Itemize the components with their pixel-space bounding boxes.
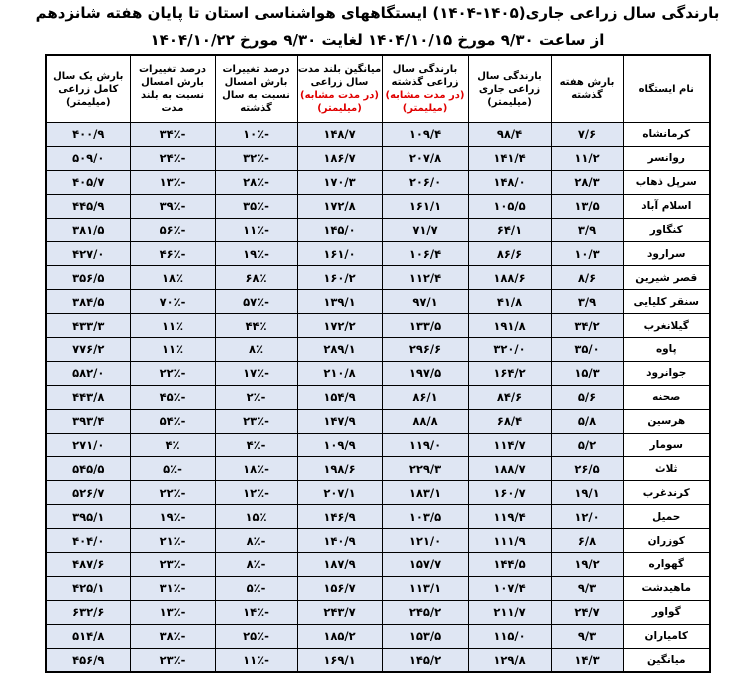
change-vs-longterm: -۱۳٪ (130, 170, 215, 194)
last-year-rain: ۱۱۳/۱ (382, 576, 468, 600)
change-vs-last-year: -۴٪ (215, 433, 297, 457)
table-row (46, 481, 710, 505)
current-year-rain: ۱۴۴/۵ (468, 553, 551, 577)
change-vs-last-year: -۲۵٪ (215, 624, 297, 648)
header-change-longterm: درصد تغییرات بارش امسال نسبت به بلند مدت (130, 55, 215, 123)
change-vs-longterm: -۳۱٪ (130, 576, 215, 600)
longterm-rain: ۱۵۶/۷ (297, 576, 382, 600)
station-name: سومار (623, 433, 710, 457)
change-vs-longterm: -۲۲٪ (130, 481, 215, 505)
change-vs-last-year: -۸٪ (215, 529, 297, 553)
station-name: هرسین (623, 409, 710, 433)
station-name: گواور (623, 600, 710, 624)
last-year-rain: ۸۸/۸ (382, 409, 468, 433)
longterm-rain: ۱۷۲/۸ (297, 194, 382, 218)
table-row (46, 290, 710, 314)
station-name: سنقر کلیایی (623, 290, 710, 314)
current-year-rain: ۱۱۵/۰ (468, 624, 551, 648)
last-year-rain: ۱۰۶/۴ (382, 242, 468, 266)
change-vs-last-year: -۱۷٪ (215, 361, 297, 385)
table-row (46, 409, 710, 433)
last-year-rain: ۱۹۷/۵ (382, 361, 468, 385)
longterm-rain: ۱۸۷/۹ (297, 553, 382, 577)
page-title: بارندگی سال زراعی جاری(۱۴۰۵-۱۴۰۴) ایستگاههای هواشناسی استان تا پایان هفته شانزدهم (35, 4, 720, 22)
last-year-rain: ۲۰۷/۸ (382, 146, 468, 170)
full-year-rain: ۴۵۶/۹ (46, 648, 130, 672)
station-name: قصر شیرین (623, 266, 710, 290)
full-year-rain: ۵۰۹/۰ (46, 146, 130, 170)
last-year-rain: ۱۴۵/۲ (382, 648, 468, 672)
full-year-rain: ۳۸۴/۵ (46, 290, 130, 314)
week-rain: ۹/۳ (551, 576, 623, 600)
change-vs-longterm: -۵۴٪ (130, 409, 215, 433)
current-year-rain: ۶۸/۴ (468, 409, 551, 433)
current-year-rain: ۶۴/۱ (468, 218, 551, 242)
week-rain: ۳۴/۲ (551, 314, 623, 338)
longterm-rain: ۱۵۴/۹ (297, 385, 382, 409)
header-last-year: بارندگی سال زراعی گذشته (در مدت مشابه) (میلیمتر) (382, 55, 468, 123)
header-longterm: میانگین بلند مدت سال زراعی (در مدت مشابه) (میلیمتر) (297, 55, 382, 123)
change-vs-last-year: -۱۴٪ (215, 600, 297, 624)
longterm-rain: ۱۸۶/۷ (297, 146, 382, 170)
current-year-rain: ۱۱۹/۴ (468, 505, 551, 529)
longterm-rain: ۱۴۵/۰ (297, 218, 382, 242)
change-vs-longterm: -۲۴٪ (130, 146, 215, 170)
full-year-rain: ۴۴۳/۸ (46, 385, 130, 409)
change-vs-longterm: -۳۴٪ (130, 123, 215, 147)
last-year-rain: ۱۲۱/۰ (382, 529, 468, 553)
station-name: ثلاث (623, 457, 710, 481)
change-vs-longterm: -۲۳٪ (130, 648, 215, 672)
change-vs-last-year: ۴۴٪ (215, 314, 297, 338)
change-vs-last-year: -۸٪ (215, 553, 297, 577)
change-vs-longterm: ۱۱٪ (130, 338, 215, 362)
full-year-rain: ۳۹۵/۱ (46, 505, 130, 529)
change-vs-longterm: -۲۳٪ (130, 553, 215, 577)
station-name: حمیل (623, 505, 710, 529)
station-name: سرارود (623, 242, 710, 266)
station-name: سرپل ذهاب (623, 170, 710, 194)
station-name: کرمانشاه (623, 123, 710, 147)
rainfall-table (45, 54, 711, 673)
longterm-rain: ۱۴۶/۹ (297, 505, 382, 529)
week-rain: ۱۵/۳ (551, 361, 623, 385)
station-name: گیلانغرب (623, 314, 710, 338)
last-year-rain: ۲۴۵/۲ (382, 600, 468, 624)
last-year-rain: ۱۵۷/۷ (382, 553, 468, 577)
change-vs-longterm: ۱۸٪ (130, 266, 215, 290)
longterm-rain: ۱۶۰/۲ (297, 266, 382, 290)
station-name: روانسر (623, 146, 710, 170)
change-vs-longterm: -۳۹٪ (130, 194, 215, 218)
current-year-rain: ۳۲۰/۰ (468, 338, 551, 362)
table-header (46, 55, 710, 123)
week-rain: ۳/۹ (551, 290, 623, 314)
week-rain: ۵/۶ (551, 385, 623, 409)
full-year-rain: ۳۸۱/۵ (46, 218, 130, 242)
change-vs-last-year: -۳۲٪ (215, 146, 297, 170)
full-year-rain: ۵۲۶/۷ (46, 481, 130, 505)
last-year-rain: ۱۰۹/۴ (382, 123, 468, 147)
change-vs-last-year: -۵۷٪ (215, 290, 297, 314)
table-row (46, 505, 710, 529)
station-name: اسلام آباد (623, 194, 710, 218)
full-year-rain: ۴۰۵/۷ (46, 170, 130, 194)
full-year-rain: ۳۹۳/۴ (46, 409, 130, 433)
longterm-rain: ۱۷۰/۳ (297, 170, 382, 194)
table-row (46, 457, 710, 481)
full-year-rain: ۵۴۵/۵ (46, 457, 130, 481)
current-year-rain: ۱۸۸/۷ (468, 457, 551, 481)
table-row (46, 600, 710, 624)
table-row (46, 361, 710, 385)
table-row (46, 553, 710, 577)
last-year-rain: ۲۰۶/۰ (382, 170, 468, 194)
table-row (46, 385, 710, 409)
longterm-rain: ۱۶۹/۱ (297, 648, 382, 672)
header-week-rain: بارش هفته گذشته (551, 55, 623, 123)
longterm-rain: ۱۶۱/۰ (297, 242, 382, 266)
longterm-rain: ۱۷۲/۲ (297, 314, 382, 338)
full-year-rain: ۴۸۷/۶ (46, 553, 130, 577)
change-vs-longterm: -۵٪ (130, 457, 215, 481)
week-rain: ۳/۹ (551, 218, 623, 242)
header-change-last-year: درصد تغییرات بارش امسال نسبت به سال گذشته (215, 55, 297, 123)
last-year-rain: ۸۶/۱ (382, 385, 468, 409)
table-row (46, 146, 710, 170)
current-year-rain: ۱۱۴/۷ (468, 433, 551, 457)
table-row (46, 170, 710, 194)
longterm-rain: ۲۴۳/۷ (297, 600, 382, 624)
last-year-rain: ۲۹۶/۶ (382, 338, 468, 362)
table-row-average (46, 648, 710, 672)
current-year-rain: ۱۹۱/۸ (468, 314, 551, 338)
change-vs-last-year: ۶۸٪ (215, 266, 297, 290)
longterm-rain: ۱۹۸/۶ (297, 457, 382, 481)
station-name: پاوه (623, 338, 710, 362)
page-subtitle: از ساعت ۹/۳۰ مورخ ۱۴۰۴/۱۰/۱۵ لغایت ۹/۳۰ مورخ ۱۴۰۴/۱۰/۲۲ (150, 31, 605, 49)
station-name: کنگاور (623, 218, 710, 242)
full-year-rain: ۴۴۵/۹ (46, 194, 130, 218)
change-vs-last-year: ۸٪ (215, 338, 297, 362)
last-year-rain: ۱۳۳/۵ (382, 314, 468, 338)
station-name: ماهیدشت (623, 576, 710, 600)
last-year-rain: ۱۸۳/۱ (382, 481, 468, 505)
full-year-rain: ۵۸۲/۰ (46, 361, 130, 385)
full-year-rain: ۳۵۶/۵ (46, 266, 130, 290)
last-year-rain: ۱۵۳/۵ (382, 624, 468, 648)
last-year-rain: ۷۱/۷ (382, 218, 468, 242)
last-year-rain: ۱۰۳/۵ (382, 505, 468, 529)
longterm-rain: ۲۸۹/۱ (297, 338, 382, 362)
header-full-year: بارش یک سال کامل زراعی (میلیمتر) (46, 55, 130, 123)
longterm-rain: ۱۸۵/۲ (297, 624, 382, 648)
table-row (46, 242, 710, 266)
current-year-rain: ۲۱۱/۷ (468, 600, 551, 624)
change-vs-longterm: -۵۶٪ (130, 218, 215, 242)
week-rain: ۱۱/۲ (551, 146, 623, 170)
week-rain: ۱۹/۱ (551, 481, 623, 505)
last-year-rain: ۱۶۱/۱ (382, 194, 468, 218)
change-vs-last-year: -۱۸٪ (215, 457, 297, 481)
week-rain: ۵/۸ (551, 409, 623, 433)
station-name: جوانرود (623, 361, 710, 385)
full-year-rain: ۴۲۵/۱ (46, 576, 130, 600)
full-year-rain: ۷۷۶/۲ (46, 338, 130, 362)
week-rain: ۱۴/۳ (551, 648, 623, 672)
station-name: گهواره (623, 553, 710, 577)
longterm-rain: ۱۴۰/۹ (297, 529, 382, 553)
last-year-rain: ۲۲۹/۳ (382, 457, 468, 481)
last-year-rain: ۹۷/۱ (382, 290, 468, 314)
week-rain: ۲۶/۵ (551, 457, 623, 481)
last-year-rain: ۱۱۹/۰ (382, 433, 468, 457)
change-vs-last-year: -۳۵٪ (215, 194, 297, 218)
table-row (46, 123, 710, 147)
week-rain: ۱۹/۲ (551, 553, 623, 577)
longterm-rain: ۱۴۷/۹ (297, 409, 382, 433)
full-year-rain: ۴۰۴/۰ (46, 529, 130, 553)
table-row (46, 218, 710, 242)
longterm-rain: ۱۴۸/۷ (297, 123, 382, 147)
table-row (46, 338, 710, 362)
change-vs-longterm: -۲۲٪ (130, 361, 215, 385)
current-year-rain: ۱۱۱/۹ (468, 529, 551, 553)
table-row (46, 194, 710, 218)
change-vs-longterm: -۱۹٪ (130, 505, 215, 529)
station-name: صحنه (623, 385, 710, 409)
week-rain: ۷/۶ (551, 123, 623, 147)
change-vs-last-year: -۲۳٪ (215, 409, 297, 433)
current-year-rain: ۸۴/۶ (468, 385, 551, 409)
longterm-rain: ۱۳۹/۱ (297, 290, 382, 314)
current-year-rain: ۱۴۱/۴ (468, 146, 551, 170)
week-rain: ۳۵/۰ (551, 338, 623, 362)
full-year-rain: ۴۰۰/۹ (46, 123, 130, 147)
current-year-rain: ۱۸۸/۶ (468, 266, 551, 290)
change-vs-longterm: -۴۶٪ (130, 242, 215, 266)
current-year-rain: ۹۸/۴ (468, 123, 551, 147)
table-row (46, 266, 710, 290)
longterm-rain: ۱۰۹/۹ (297, 433, 382, 457)
change-vs-last-year: -۱۱٪ (215, 648, 297, 672)
current-year-rain: ۱۰۷/۴ (468, 576, 551, 600)
table-row (46, 624, 710, 648)
week-rain: ۱۳/۵ (551, 194, 623, 218)
current-year-rain: ۸۶/۶ (468, 242, 551, 266)
week-rain: ۶/۸ (551, 529, 623, 553)
station-name: میانگین (623, 648, 710, 672)
current-year-rain: ۱۰۵/۵ (468, 194, 551, 218)
full-year-rain: ۶۳۲/۶ (46, 600, 130, 624)
change-vs-longterm: -۲۱٪ (130, 529, 215, 553)
full-year-rain: ۵۱۴/۸ (46, 624, 130, 648)
change-vs-longterm: ۱۱٪ (130, 314, 215, 338)
week-rain: ۵/۲ (551, 433, 623, 457)
week-rain: ۲۴/۷ (551, 600, 623, 624)
last-year-rain: ۱۱۲/۴ (382, 266, 468, 290)
current-year-rain: ۴۱/۸ (468, 290, 551, 314)
station-name: کامیاران (623, 624, 710, 648)
change-vs-longterm: -۷۰٪ (130, 290, 215, 314)
current-year-rain: ۱۲۹/۸ (468, 648, 551, 672)
week-rain: ۲۸/۳ (551, 170, 623, 194)
change-vs-longterm: -۳۸٪ (130, 624, 215, 648)
week-rain: ۹/۳ (551, 624, 623, 648)
table-body (46, 123, 710, 673)
table-row (46, 529, 710, 553)
change-vs-last-year: -۲٪ (215, 385, 297, 409)
week-rain: ۱۲/۰ (551, 505, 623, 529)
change-vs-last-year: -۱۹٪ (215, 242, 297, 266)
full-year-rain: ۴۳۳/۳ (46, 314, 130, 338)
current-year-rain: ۱۶۴/۲ (468, 361, 551, 385)
change-vs-last-year: -۱۰٪ (215, 123, 297, 147)
change-vs-last-year: -۲۸٪ (215, 170, 297, 194)
table-row (46, 314, 710, 338)
current-year-rain: ۱۴۸/۰ (468, 170, 551, 194)
change-vs-longterm: -۱۳٪ (130, 600, 215, 624)
station-name: کرندغرب (623, 481, 710, 505)
change-vs-last-year: -۵٪ (215, 576, 297, 600)
change-vs-longterm: ۴٪ (130, 433, 215, 457)
change-vs-last-year: -۱۲٪ (215, 481, 297, 505)
full-year-rain: ۲۷۱/۰ (46, 433, 130, 457)
week-rain: ۸/۶ (551, 266, 623, 290)
change-vs-longterm: -۴۵٪ (130, 385, 215, 409)
table-row (46, 433, 710, 457)
week-rain: ۱۰/۳ (551, 242, 623, 266)
station-name: کوزران (623, 529, 710, 553)
header-current-year: بارندگی سال زراعی جاری (میلیمتر) (468, 55, 551, 123)
longterm-rain: ۲۰۷/۱ (297, 481, 382, 505)
header-station: نام ایستگاه (623, 55, 710, 123)
full-year-rain: ۴۲۷/۰ (46, 242, 130, 266)
change-vs-last-year: -۱۱٪ (215, 218, 297, 242)
change-vs-last-year: ۱۵٪ (215, 505, 297, 529)
current-year-rain: ۱۶۰/۷ (468, 481, 551, 505)
table-row (46, 576, 710, 600)
longterm-rain: ۲۱۰/۸ (297, 361, 382, 385)
